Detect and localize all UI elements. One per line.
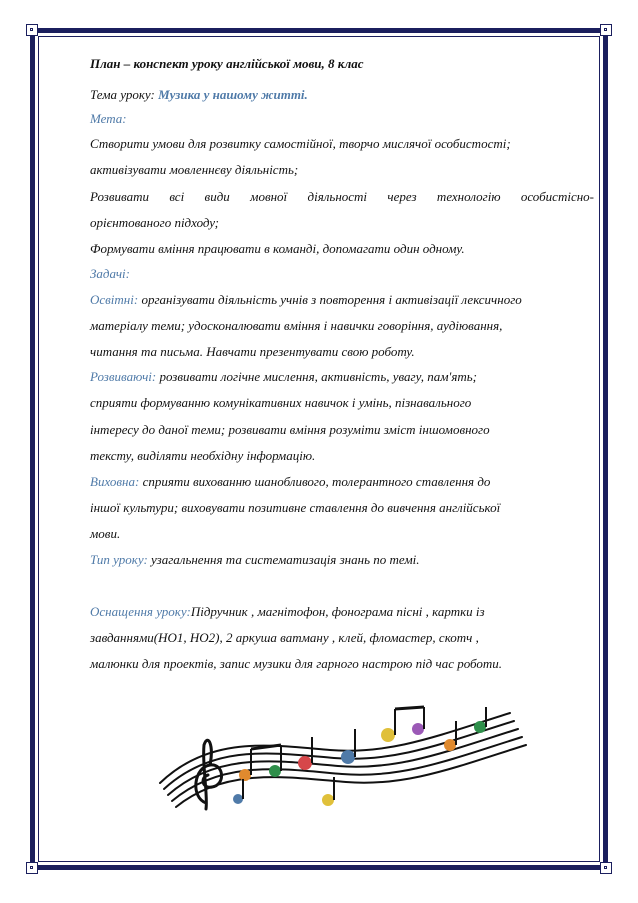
corner-ornament — [600, 24, 612, 36]
equipment-label: Оснащення уроку: — [90, 604, 191, 619]
developmental-line: тексту, виділяти необхідну інформацію. — [90, 448, 316, 463]
educational-label: Освітні: — [90, 292, 139, 307]
goal-line: Формувати вміння працювати в команді, допомагати один одному. — [90, 241, 465, 256]
goal-line: Створити умови для розвитку самостійної, творчо мислячої особистості; — [90, 136, 511, 151]
lesson-type-line — [90, 552, 419, 568]
goal-label: Мета: — [90, 111, 127, 126]
developmental-line — [90, 369, 477, 385]
goal-line: Розвивати всі види мовної діяльності через технологію особистісно- — [90, 189, 594, 204]
developmental-label: Розвиваючі: — [90, 369, 157, 384]
lesson-type-label: Тип уроку: — [90, 552, 148, 567]
topic-line — [90, 87, 308, 103]
equipment-line: завданнями(НО1, НО2), 2 аркуша ватману , клей, фломастер, скотч , — [90, 630, 479, 645]
corner-ornament — [26, 24, 38, 36]
equipment-text: Підручник , магнітофон, фонограма пісні , картки із — [190, 604, 485, 619]
upbringing-text: сприяти вихованню шанобливого, толерантного ставлення до — [139, 474, 491, 489]
tasks-label: Задачі: — [90, 266, 130, 281]
upbringing-label: Виховна: — [90, 474, 140, 489]
upbringing-line — [90, 474, 490, 490]
lesson-type-value: узагальнення та систематизація знань по темі. — [147, 552, 420, 567]
developmental-line: сприяти формуванню комунікативних навичок і умінь, пізнавального — [90, 395, 472, 410]
educational-text: організувати діяльність учнів з повторення і активізації лексичного — [138, 292, 522, 307]
upbringing-line: іншої культури; виховувати позитивне ставлення до вивчення англійської — [90, 500, 501, 515]
educational-line: читання та письма. Навчати презентувати свою роботу. — [90, 344, 415, 359]
equipment-line — [90, 604, 485, 620]
developmental-line: інтересу до даної теми; розвивати вміння розуміти зміст іншомовного — [90, 422, 490, 437]
corner-ornament — [600, 862, 612, 874]
goal-line: орієнтованого підходу; — [90, 215, 219, 230]
doc-title: План – конспект уроку англійської мови, 8 клас — [90, 56, 364, 71]
music-staff-illustration — [150, 705, 530, 820]
music-notes — [233, 707, 486, 806]
topic-label: Тема уроку: — [90, 87, 159, 102]
educational-line — [90, 292, 522, 308]
upbringing-line: мови. — [90, 526, 121, 541]
goal-line: активізувати мовленнєву діяльність; — [90, 162, 299, 177]
developmental-text: розвивати логічне мислення, активність, увагу, пам'ять; — [156, 369, 478, 384]
equipment-line: малюнки для проектів, запис музики для гарного настрою під час роботи. — [90, 656, 503, 671]
topic-value: Музика у нашому житті. — [158, 87, 308, 102]
educational-line: матеріалу теми; удосконалювати вміння і навички говоріння, аудіювання, — [90, 318, 503, 333]
corner-ornament — [26, 862, 38, 874]
